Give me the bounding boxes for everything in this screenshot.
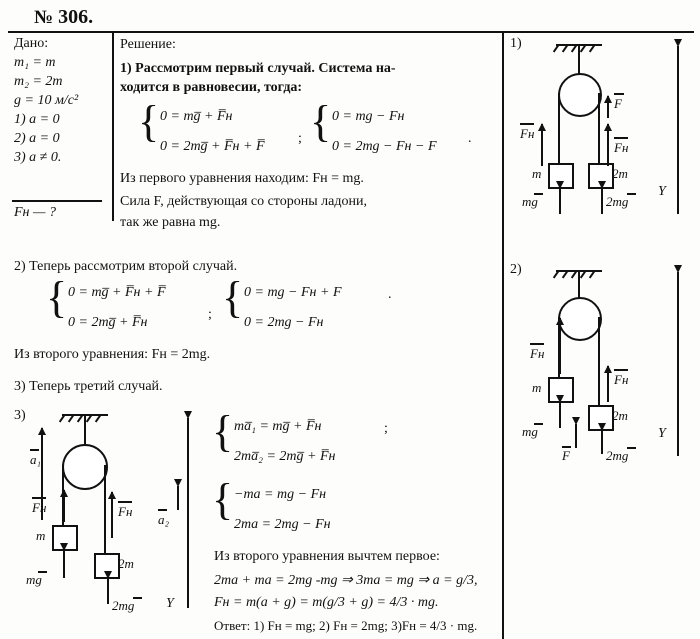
figure-1-label-m: m [532, 166, 542, 181]
system1-semicolon: ; [298, 131, 302, 146]
figure-1-label-mg: mg [522, 194, 538, 210]
figure-2-axis-label: Y [658, 426, 666, 441]
figure-1-label-Fn-right: Fн [614, 140, 628, 156]
figure-2-rope-right [598, 317, 600, 407]
figure-1-number: 1) [510, 36, 522, 51]
solution-answer: Ответ: 1) Fн = mg; 2) Fн = 2mg; 3)Fн = 4/3 · mg. [214, 618, 478, 633]
brace-system1-left: { [138, 97, 160, 146]
figure-3-label-2m: 2m [118, 556, 134, 571]
solution-title: Решение: [120, 37, 176, 52]
figure-3-number: 3) [14, 408, 26, 423]
system1-left-eq1: 0 = mg̅ + F̅н [160, 109, 233, 124]
system2-left-eq2: 0 = 2mg̅ + F̅н [68, 315, 148, 330]
given-line-6: 3) a ≠ 0. [14, 150, 62, 165]
system2-left-eq1: 0 = mg̅ + F̅н + F̅ [68, 285, 166, 300]
problem-number [34, 6, 93, 29]
brace-system1-right: { [310, 97, 332, 146]
figure-1-label-2mg: 2mg [606, 194, 628, 210]
system3-eq2: 2ma̅₂ = 2mg̅ + F̅н [234, 449, 336, 464]
system3-eq1: ma̅₁ = mg̅ + F̅н [234, 419, 322, 434]
solution-p9: Fн = m(a + g) = m(g/3 + g) = 4/3 · mg. [214, 595, 439, 610]
figure-2-label-m: m [532, 380, 542, 395]
solution-p1-line2: ходится в равновесии, тогда: [120, 80, 303, 95]
figure-3-label-a1: a₁ [30, 452, 41, 468]
figure-2-label-mg: mg [522, 424, 538, 440]
system4-eq2: 2ma = 2mg − Fн [234, 517, 331, 532]
system1-right-eq2: 0 = 2mg − Fн − F [332, 139, 437, 154]
given-separator-line [112, 33, 114, 221]
figure-2-label-Fn-right: Fн [614, 372, 628, 388]
figure-2-hanger-rope [578, 272, 580, 298]
brace-system4: { [212, 475, 234, 524]
solution-p8: 2ma + ma = 2mg -mg ⇒ 3ma = mg ⇒ a = g/3, [214, 573, 478, 588]
given-line-3: g = 10 м/с² [14, 93, 79, 108]
figure-1-hanger-rope [578, 46, 580, 74]
figure-1-rope-left [558, 93, 560, 165]
figure-3-hanger-rope [84, 416, 86, 446]
problem-number-value: 306. [58, 6, 94, 28]
figure-3-axis-label: Y [166, 596, 174, 611]
figure-3-label-m: m [36, 528, 46, 543]
system4-eq1: −ma = mg − Fн [234, 487, 327, 502]
solution-p7: Из второго уравнения вычтем первое: [214, 549, 440, 564]
given-line-4: 1) a = 0 [14, 112, 60, 127]
solution-p1-line1: 1) Рассмотрим первый случай. Система на- [120, 61, 396, 76]
given-title: Дано: [14, 36, 49, 51]
given-block [14, 36, 78, 169]
figure-2-label-F: F [562, 448, 570, 463]
system2-semicolon: ; [208, 307, 212, 322]
solution-p5: Из второго уравнения: Fн = 2mg. [14, 347, 211, 362]
system1-period: . [468, 131, 472, 146]
brace-system2-left: { [46, 273, 68, 322]
figure-2-label-2m: 2m [612, 408, 628, 423]
figure-3-label-Fn-right: Fн [118, 504, 132, 520]
given-line-1: m₁ = m [14, 55, 56, 70]
figure-3-label-mg: mg [26, 572, 42, 588]
solution-p3-line1: Сила F, действующая со стороны ладони, [120, 194, 367, 209]
figure-2-label-2mg: 2mg [606, 448, 628, 464]
system1-left-eq2: 0 = 2mg̅ + F̅н + F̅ [160, 139, 265, 154]
figure-3-label-a2: a₂ [158, 512, 169, 528]
top-rule [8, 31, 694, 33]
solution-p4: 2) Теперь рассмотрим второй случай. [14, 259, 238, 274]
system1-right-eq1: 0 = mg − Fн [332, 109, 405, 124]
figure-3-pulley [62, 444, 108, 490]
given-find: Fн — ? [14, 205, 56, 220]
system3-semicolon: ; [384, 421, 388, 436]
figure-3-rope-right [104, 465, 106, 555]
figure-3-label-Fn-left: Fн [32, 500, 46, 516]
figure-2-label-Fn-left: Fн [530, 346, 544, 362]
figure-2-number: 2) [510, 262, 522, 277]
figure-1-label-2m: 2m [612, 166, 628, 181]
given-underline [12, 200, 102, 202]
system2-period: . [388, 287, 392, 302]
system2-right-eq2: 0 = 2mg − Fн [244, 315, 324, 330]
brace-system2-right: { [222, 273, 244, 322]
figure-3-label-2mg: 2mg [112, 598, 134, 614]
figure-1-label-F: F [614, 96, 622, 112]
solution-p2: Из первого уравнения находим: Fн = mg. [120, 171, 364, 186]
solution-p6: 3) Теперь третий случай. [14, 379, 163, 394]
brace-system3: { [212, 407, 234, 456]
figure-1-axis-label: Y [658, 184, 666, 199]
figure-2-pulley [558, 297, 602, 341]
figure-1-label-Fn-left: Fн [520, 126, 534, 142]
given-line-5: 2) a = 0 [14, 131, 60, 146]
problem-number-prefix: № [34, 7, 54, 28]
given-line-2: m₂ = 2m [14, 74, 63, 89]
system2-right-eq1: 0 = mg − Fн + F [244, 285, 342, 300]
figure-1-rope-right [598, 93, 600, 165]
solution-p3-line2: так же равна mg. [120, 215, 221, 230]
figure-1-pulley [558, 73, 602, 117]
figures-separator-line [502, 33, 504, 639]
